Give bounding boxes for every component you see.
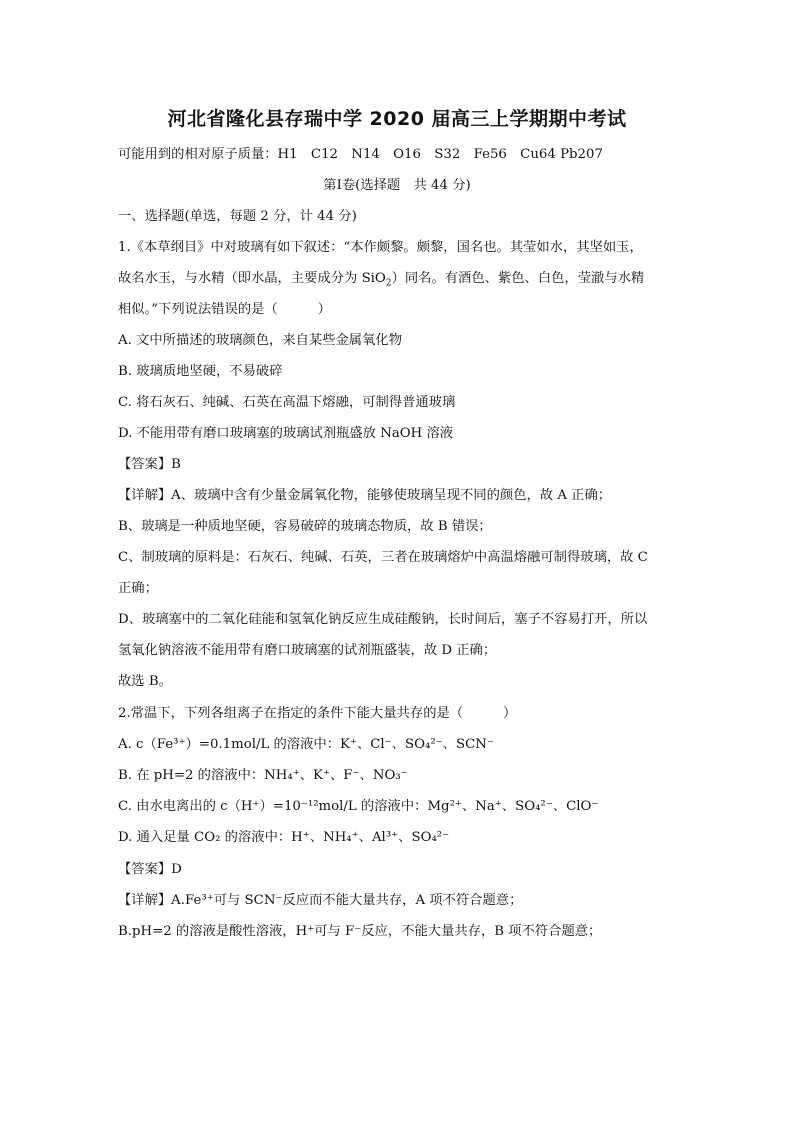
q2-option-b: B. 在 pH=2 的溶液中：NH₄⁺、K⁺、F⁻、NO₃⁻ (118, 768, 408, 783)
q1-stem-subscript: 2 (385, 278, 392, 289)
q1-option-c: C. 将石灰石、纯碱、石英在高温下熔融，可制得普通玻璃 (118, 395, 456, 410)
q1-explanation-1: 【详解】A、玻璃中含有少量金属氧化物，能够使玻璃呈现不同的颜色，故 A 正确； (118, 488, 612, 503)
q2-option-d: D. 通入足量 CO₂ 的溶液中：H⁺、NH₄⁺、Al³⁺、SO₄²⁻ (118, 830, 450, 845)
q2-stem: 2.常温下，下列各组离子在指定的条件下能大量共存的是（ ） (118, 706, 517, 721)
q1-option-d: D. 不能用带有磨口玻璃塞的玻璃试剂瓶盛放 NaOH 溶液 (118, 426, 454, 441)
q1-answer: 【答案】B (118, 457, 181, 472)
q1-explanation-7: 故选 B。 (118, 674, 172, 689)
q1-explanation-3: C、制玻璃的原料是：石灰石、纯碱、石英，三者在玻璃熔炉中高温熔融可制得玻璃，故 C (118, 550, 648, 565)
q1-stem-line2-a: 故名水玉，与水精（即水晶，主要成分为 SiO (118, 271, 386, 286)
section-header: 第Ⅰ卷(选择题 共 44 分) (323, 178, 471, 193)
q1-explanation-5: D、玻璃塞中的二氧化硅能和氢氧化钠反应生成硅酸钠，长时间后，塞子不容易打开，所以 (118, 612, 648, 627)
q2-answer: 【答案】D (118, 862, 182, 877)
q1-stem-line2-b: ）同名。有酒色、紫色、白色，莹澈与水精 (391, 271, 645, 286)
q2-explanation-2: B.pH=2 的溶液是酸性溶液，H⁺可与 F⁻反应，不能大量共存，B 项不符合题意； (118, 924, 602, 939)
q1-stem-line3: 相似。”下列说法错误的是（ ） (118, 302, 331, 317)
q1-explanation-6: 氢氧化钠溶液不能用带有磨口玻璃塞的试剂瓶盛装，故 D 正确； (118, 643, 497, 658)
q2-explanation-1: 【详解】A.Fe³⁺可与 SCN⁻反应而不能大量共存，A 项不符合题意； (118, 893, 523, 908)
q1-stem-line1: 1.《本草纲目》中对玻璃有如下叙述：“本作颇黎。颇黎，国名也。其莹如水，其坚如玉， (118, 240, 643, 255)
q1-stem-line2 (118, 270, 678, 293)
q1-option-a: A. 文中所描述的玻璃颜色，来自某些金属氧化物 (118, 333, 402, 348)
page-title: 河北省隆化县存瑞中学 2020 届高三上学期期中考试 (167, 108, 627, 130)
q2-option-a: A. c（Fe³⁺）=0.1mol/L 的溶液中：K⁺、Cl⁻、SO₄²⁻、SCN⁻ (118, 737, 494, 752)
q2-option-c: C. 由水电离出的 c（H⁺）=10⁻¹²mol/L 的溶液中：Mg²⁺、Na⁺、SO₄²⁻、ClO⁻ (118, 799, 599, 814)
part-heading: 一、选择题(单选，每题 2 分，计 44 分) (118, 209, 357, 224)
atomic-masses-line: 可能用到的相对原子质量：H1 C12 N14 O16 S32 Fe56 Cu64 Pb207 (118, 147, 603, 162)
q1-option-b: B. 玻璃质地坚硬，不易破碎 (118, 364, 283, 379)
q1-explanation-4: 正确； (118, 581, 158, 596)
q1-explanation-2: B、玻璃是一种质地坚硬，容易破碎的玻璃态物质，故 B 错误； (118, 519, 492, 534)
